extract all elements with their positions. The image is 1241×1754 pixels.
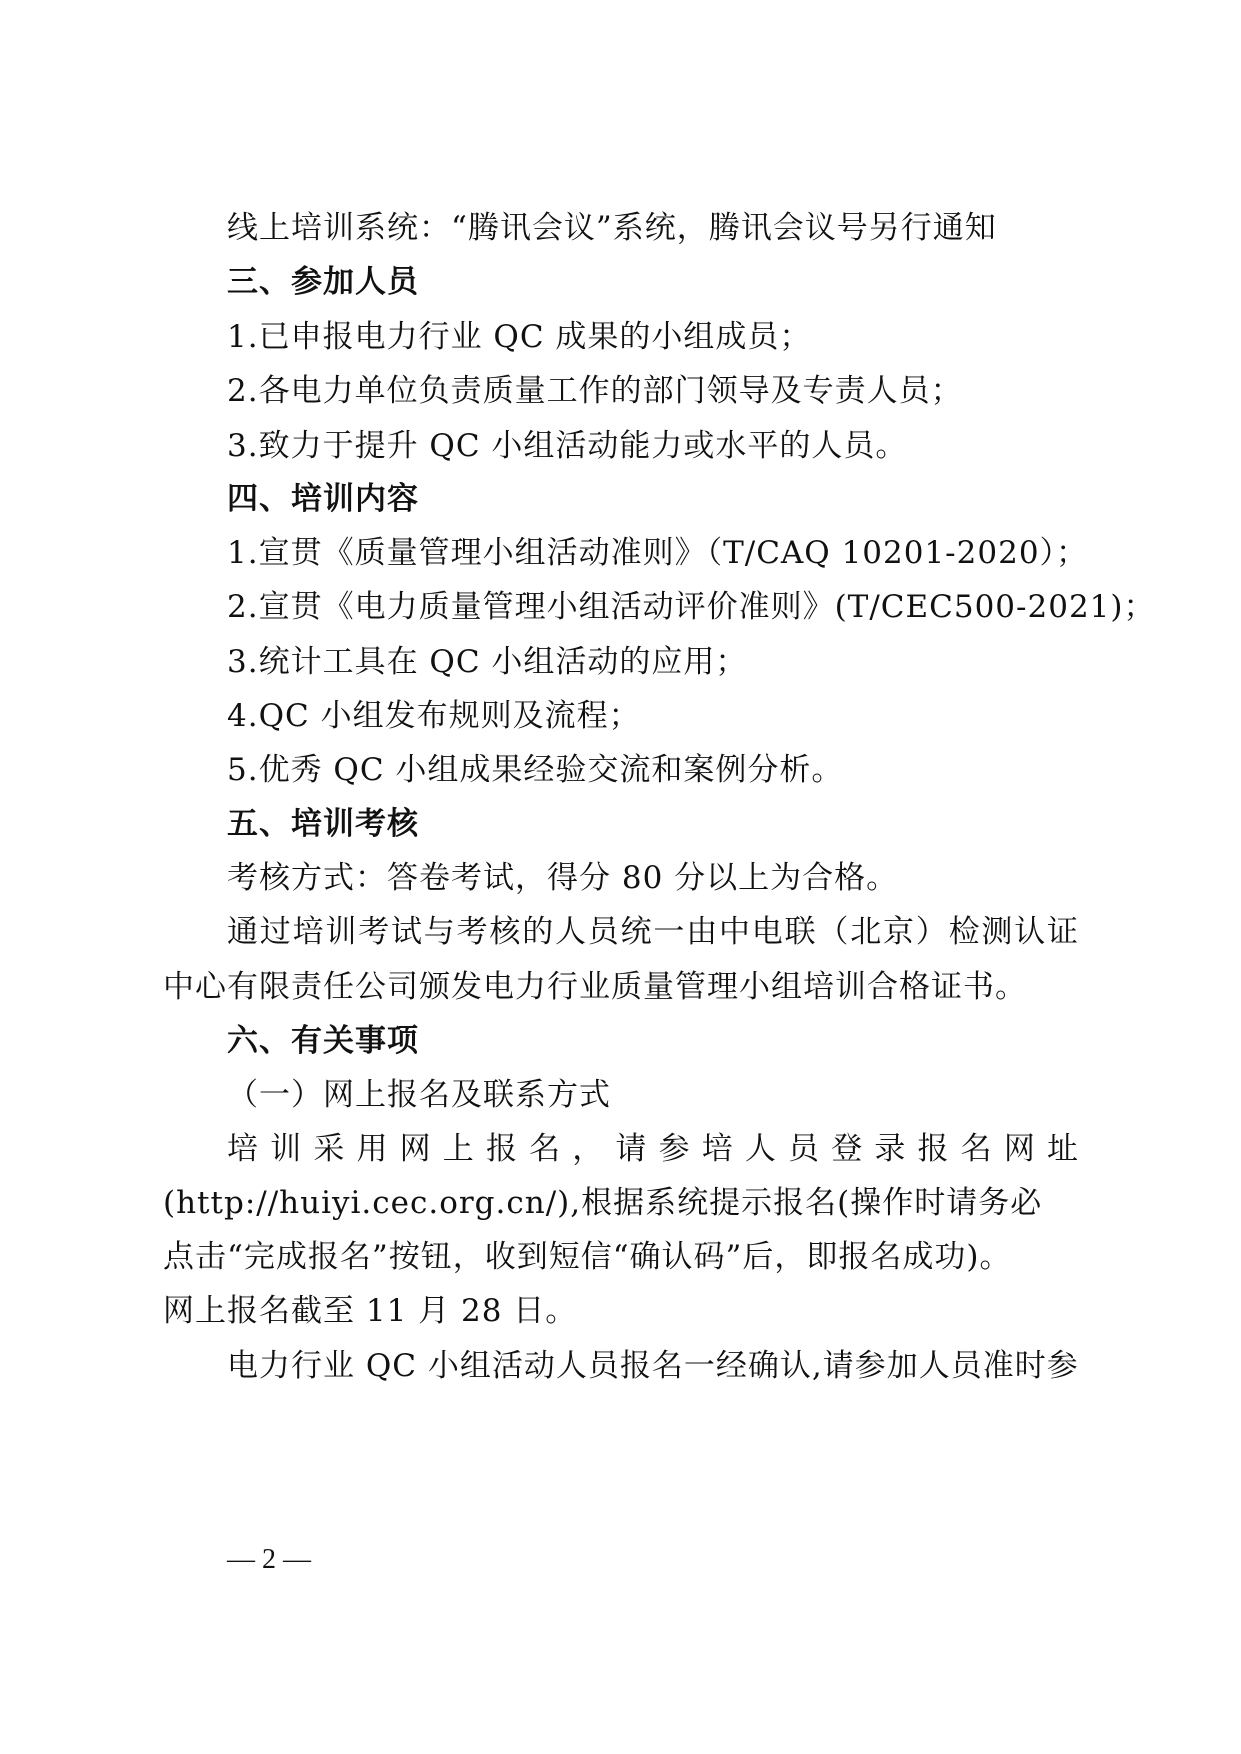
text-line-online-system: 线上培训系统：“腾讯会议”系统，腾讯会议号另行通知 bbox=[227, 210, 997, 246]
assessment-method: 考核方式：答卷考试，得分 80 分以上为合格。 bbox=[227, 860, 899, 896]
registration-paragraph-line-2: (http://huiyi.cec.org.cn/),根据系统提示报名(操作时请务必 bbox=[163, 1185, 1043, 1221]
participants-item-1: 1.已申报电力行业 QC 成果的小组成员； bbox=[227, 319, 812, 355]
assessment-certificate-line-2: 中心有限责任公司颁发电力行业质量管理小组培训合格证书。 bbox=[163, 969, 1027, 1005]
subsection-heading-registration: （一）网上报名及联系方式 bbox=[227, 1077, 611, 1113]
registration-deadline: 网上报名截至 11 月 28 日。 bbox=[163, 1293, 578, 1329]
content-item-5: 5.优秀 QC 小组成果经验交流和案例分析。 bbox=[227, 752, 844, 788]
attendance-paragraph-line-1: 电力行业 QC 小组活动人员报名一经确认,请参加人员准时参 bbox=[227, 1348, 1079, 1384]
content-item-1: 1.宣贯《质量管理小组活动准则》（T/CAQ 10201-2020）； bbox=[227, 535, 1089, 571]
page-number: — 2 — bbox=[227, 1544, 311, 1575]
content-item-2: 2.宣贯《电力质量管理小组活动评价准则》(T/CEC500-2021)； bbox=[227, 589, 1156, 625]
assessment-certificate-line-1: 通过培训考试与考核的人员统一由中电联（北京）检测认证 bbox=[227, 914, 1078, 950]
content-item-4: 4.QC 小组发布规则及流程； bbox=[227, 698, 641, 734]
participants-item-3: 3.致力于提升 QC 小组活动能力或水平的人员。 bbox=[227, 428, 908, 464]
registration-paragraph-line-3: 点击“完成报名”按钮，收到短信“确认码”后，即报名成功)。 bbox=[163, 1239, 1012, 1275]
section-heading-related-matters: 六、有关事项 bbox=[227, 1023, 419, 1059]
section-heading-assessment: 五、培训考核 bbox=[227, 806, 419, 842]
section-heading-training-content: 四、培训内容 bbox=[227, 481, 419, 517]
registration-paragraph-line-1: 培训采用网上报名，请参培人员登录报名网址 bbox=[227, 1131, 1078, 1167]
participants-item-2: 2.各电力单位负责质量工作的部门领导及专责人员； bbox=[227, 373, 963, 409]
section-heading-participants: 三、参加人员 bbox=[227, 264, 419, 300]
content-item-3: 3.统计工具在 QC 小组活动的应用； bbox=[227, 644, 748, 680]
